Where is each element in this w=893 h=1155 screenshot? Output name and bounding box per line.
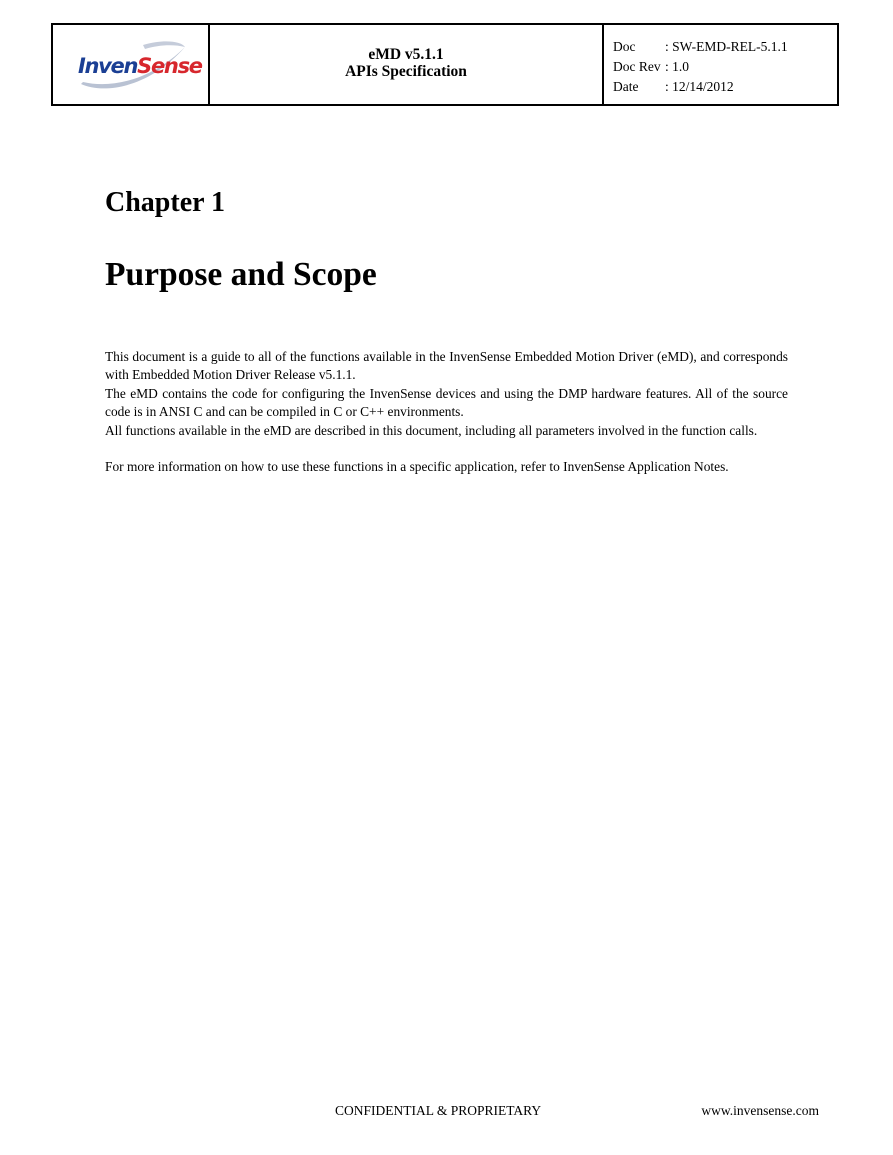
meta-row-doc bbox=[613, 37, 837, 57]
meta-label: Date bbox=[613, 79, 639, 94]
paragraph: The eMD contains the code for configuring the InvenSense devices and using the DMP hardware features. All of the source code is in ANSI C and can be compiled in C or C++ environments. bbox=[105, 386, 788, 419]
meta-label: Doc bbox=[613, 39, 636, 54]
meta-value: : 12/14/2012 bbox=[665, 79, 734, 94]
footer-confidential: CONFIDENTIAL & PROPRIETARY bbox=[335, 1103, 542, 1118]
svg-text:InvenSense: InvenSense bbox=[78, 54, 202, 78]
meta-row-date bbox=[613, 77, 837, 97]
meta-label: Doc Rev bbox=[613, 59, 661, 74]
chapter-title: Purpose and Scope bbox=[105, 256, 377, 293]
document-title-line1: eMD v5.1.1 bbox=[368, 45, 444, 63]
chapter-content bbox=[105, 348, 788, 477]
document-header bbox=[51, 23, 839, 106]
document-title-cell bbox=[210, 25, 604, 104]
chapter-label: Chapter 1 bbox=[105, 187, 226, 218]
paragraph: For more information on how to use these functions in a specific application, refer to InvenSense Application Notes. bbox=[105, 458, 729, 474]
invensense-logo bbox=[73, 39, 202, 93]
footer-website: www.invensense.com bbox=[701, 1103, 819, 1118]
document-title-line2: APIs Specification bbox=[345, 62, 467, 80]
paragraph: This document is a guide to all of the functions available in the InvenSense Embedded Motion Driver (eMD), and corresponds with Embedded Motion Driver Release v5.1.1. bbox=[105, 349, 788, 382]
paragraph: All functions available in the eMD are described in this document, including all parameters involved in the function calls. bbox=[105, 423, 758, 438]
meta-row-doc-rev bbox=[613, 57, 837, 77]
document-meta-cell bbox=[604, 25, 837, 104]
meta-value: : SW-EMD-REL-5.1.1 bbox=[665, 39, 788, 54]
meta-value: : 1.0 bbox=[665, 59, 690, 74]
logo-cell bbox=[53, 25, 210, 104]
